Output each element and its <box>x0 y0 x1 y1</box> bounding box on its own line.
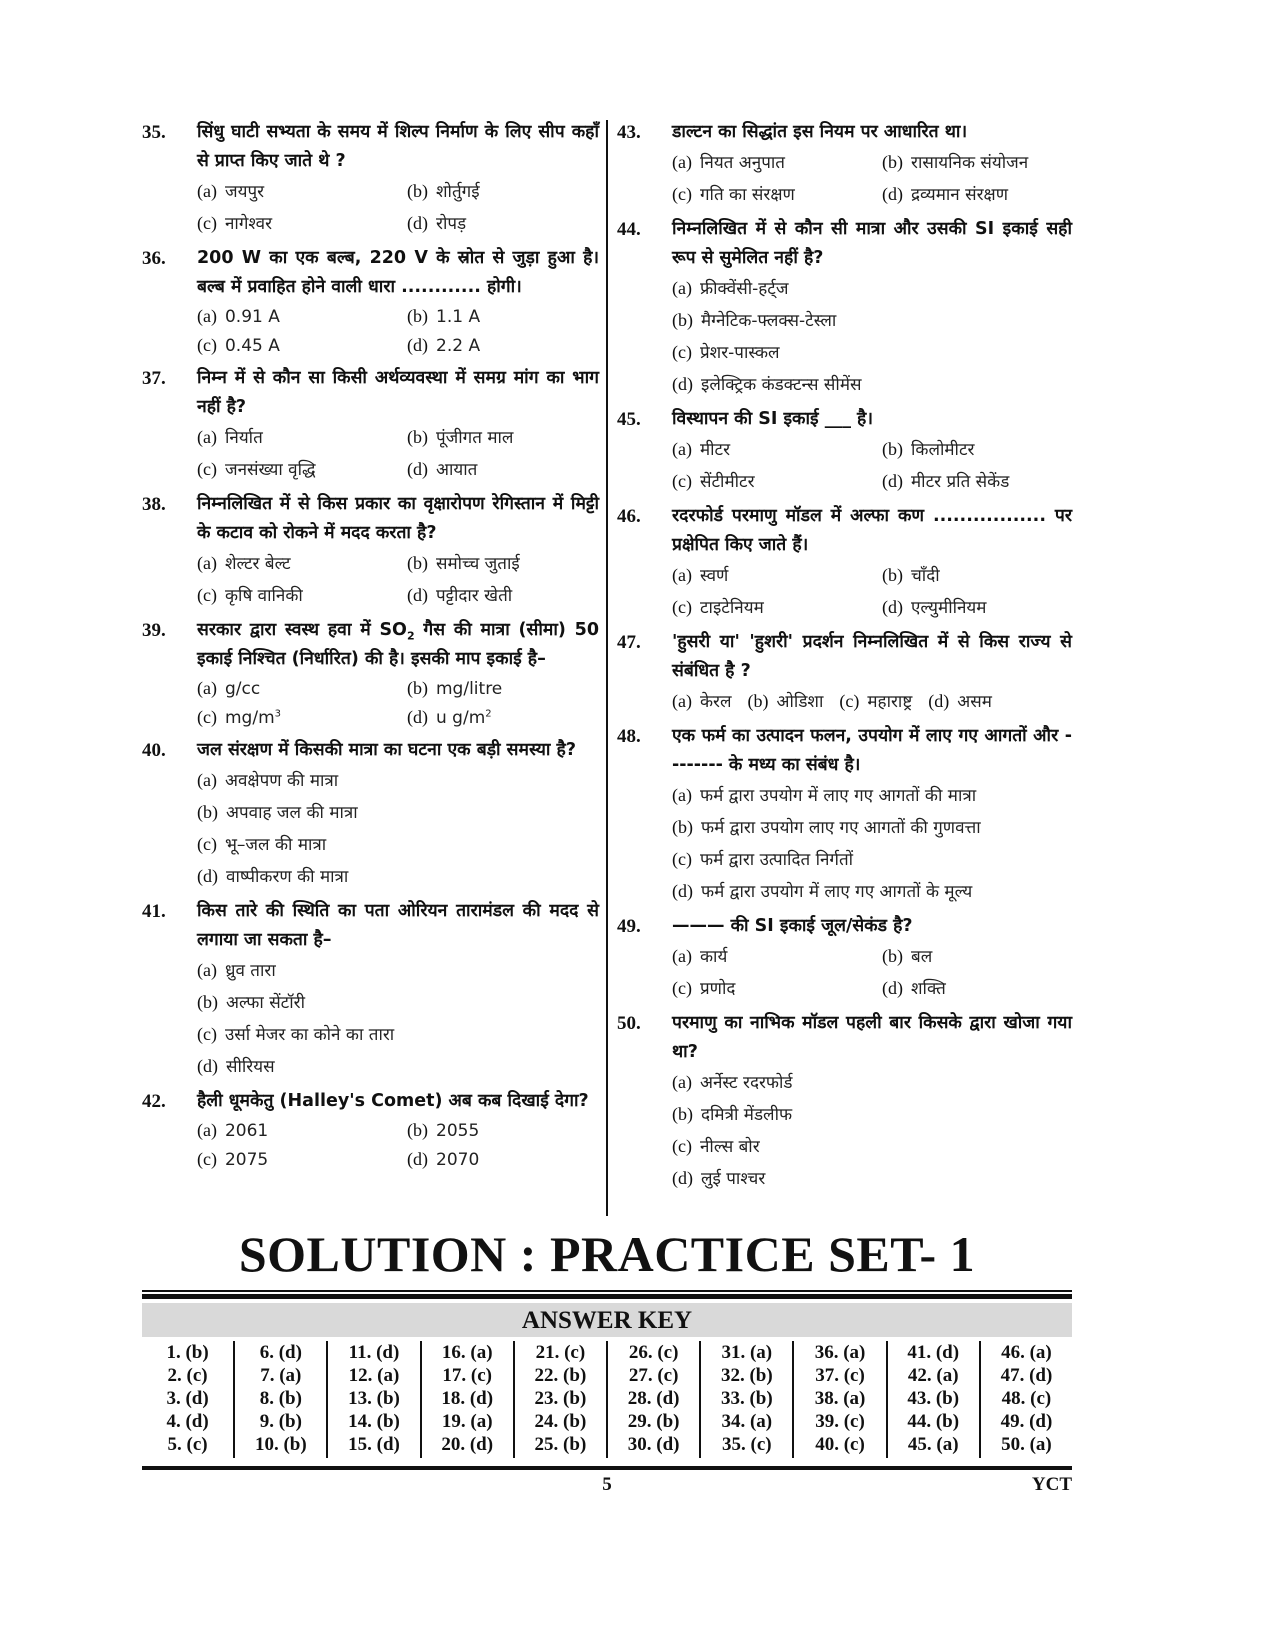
option-c: (c) नील्स बोर <box>672 1136 760 1157</box>
option-c: (c) नागेश्वर <box>197 213 273 234</box>
question-number: 40. <box>142 740 166 761</box>
option-d: (d) u $g/m^2$ <box>407 707 492 728</box>
option-b: (b) किलोमीटर <box>882 439 975 460</box>
question-text: ——— की SI इकाई जूल/सेकंड है? <box>672 916 913 936</box>
option-d: (d) 2070 <box>407 1149 480 1170</box>
option-b: (b) 2055 <box>407 1120 480 1141</box>
question-number: 44. <box>617 219 641 240</box>
option-d: (d) वाष्पीकरण की मात्रा <box>197 866 349 887</box>
question-text: विस्थापन की SI इकाई ___ है। <box>672 409 873 429</box>
option-d: (d) शक्ति <box>882 978 946 999</box>
question-text: परमाणु का नाभिक मॉडल पहली बार किसके द्वारा खोजा गया था? <box>672 1013 1072 1062</box>
option-d: (d) रोपड़ <box>407 213 467 234</box>
question-text: निम्नलिखित में से किस प्रकार का वृक्षारोपण रेगिस्तान में मिट्टी के कटाव को रोकने में मदद करता है? <box>197 494 599 543</box>
question-number: 37. <box>142 368 166 389</box>
question-text: सिंधु घाटी सभ्यता के समय में शिल्प निर्माण के लिए सीप कहाँ से प्राप्त किए जाते थे ? <box>197 122 599 171</box>
document-page <box>142 118 1072 1500</box>
question-text: सरकार द्वारा स्वस्थ हवा में $SO_2$ गैस की मात्रा (सीमा) 50 इकाई निश्चित (निर्धारित) की है। इसकी माप इकाई है– <box>197 620 599 669</box>
question-columns <box>142 118 1072 1218</box>
question-number: 38. <box>142 494 166 515</box>
question-40 <box>142 736 599 893</box>
option-c: (c) सेंटीमीटर <box>672 471 755 492</box>
publisher-brand: YCT <box>1031 1474 1072 1495</box>
question-49 <box>617 912 1072 1005</box>
question-number: 36. <box>142 248 166 269</box>
option-b: (b) ओडिशा <box>747 691 824 712</box>
option-b: (b) पूंजीगत माल <box>407 427 514 448</box>
option-b: (b) बल <box>882 946 933 967</box>
title-rule-thick <box>142 1294 1072 1299</box>
solution-title: SOLUTION : PRACTICE SET- 1 <box>238 1226 976 1282</box>
option-d: (d) द्रव्यमान संरक्षण <box>882 184 1009 205</box>
left-column <box>142 118 607 1218</box>
question-number: 49. <box>617 916 641 937</box>
option-b: (b) समोच्च जुताई <box>407 553 520 574</box>
question-42 <box>142 1087 599 1174</box>
option-c: (c) भू–जल की मात्रा <box>197 834 327 855</box>
question-text: निम्न में से कौन सा किसी अर्थव्यवस्था में समग्र मांग का भाग नहीं है? <box>197 368 599 417</box>
question-41 <box>142 897 599 1083</box>
option-b: (b) अपवाह जल की मात्रा <box>197 802 358 823</box>
question-number: 45. <box>617 409 641 430</box>
question-number: 47. <box>617 632 641 653</box>
option-b: (b) दमित्री मेंडलीफ <box>672 1104 793 1125</box>
option-a: (a) स्वर्ण <box>672 565 729 586</box>
option-b: (b) चाँदी <box>882 565 940 586</box>
question-38 <box>142 490 599 612</box>
question-47 <box>617 628 1072 718</box>
right-column <box>607 118 1072 1218</box>
question-number: 42. <box>142 1091 166 1112</box>
option-a: (a) फ्रीक्वेंसी-हर्ट्ज <box>672 278 789 299</box>
question-46 <box>617 502 1072 624</box>
question-text: हैली धूमकेतु (Halley's Comet) अब कब दिखाई देगा? <box>197 1091 589 1111</box>
answer-key-heading: ANSWER KEY <box>142 1303 1072 1337</box>
answer-key-column: 11. (d) 12. (a) 13. (b) 14. (b) 15. (d) <box>328 1341 421 1458</box>
option-b: (b) रासायनिक संयोजन <box>882 152 1029 173</box>
option-d: (d) 2.2 A <box>407 335 481 356</box>
option-a: (a) कार्य <box>672 946 728 967</box>
option-b: (b) mg/litre <box>407 678 503 699</box>
question-text: डाल्टन का सिद्धांत इस नियम पर आधारित था। <box>672 122 968 142</box>
option-c: (c) महाराष्ट्र <box>839 691 913 712</box>
question-number: 43. <box>617 122 641 143</box>
question-text: एक फर्म का उत्पादन फलन, उपयोग में लाए गए आगतों और -------- के मध्य का संबंध है। <box>672 726 1072 775</box>
title-rule-thin <box>142 1290 1072 1292</box>
question-text: जल संरक्षण में किसकी मात्रा का घटना एक बड़ी समस्या है? <box>197 740 577 760</box>
question-48 <box>617 722 1072 908</box>
option-d: (d) पट्टीदार खेती <box>407 585 513 606</box>
answer-key-column: 16. (a) 17. (c) 18. (d) 19. (a) 20. (d) <box>422 1341 515 1458</box>
option-c: (c) टाइटेनियम <box>672 597 764 618</box>
answer-key-column: 1. (b) 2. (c) 3. (d) 4. (d) 5. (c) <box>142 1341 235 1458</box>
question-37 <box>142 364 599 486</box>
option-a: (a) g/cc <box>197 678 261 699</box>
option-a: (a) जयपुर <box>197 181 265 202</box>
answer-key-column: 21. (c) 22. (b) 23. (b) 24. (b) 25. (b) <box>515 1341 608 1458</box>
question-45 <box>617 405 1072 498</box>
option-d: (d) एल्युमीनियम <box>882 597 987 618</box>
option-a: (a) फर्म द्वारा उपयोग में लाए गए आगतों की मात्रा <box>672 785 977 806</box>
question-36 <box>142 244 599 360</box>
option-b: (b) फर्म द्वारा उपयोग लाए गए आगतों की गुणवत्ता <box>672 817 981 838</box>
option-c: (c) $mg/m^3$ <box>197 707 281 728</box>
question-35 <box>142 118 599 240</box>
option-c: (c) कृषि वानिकी <box>197 585 303 606</box>
question-43 <box>617 118 1072 211</box>
option-b: (b) मैग्नेटिक-फ्लक्स-टेस्ला <box>672 310 837 331</box>
answer-key-table <box>142 1341 1072 1458</box>
question-number: 35. <box>142 122 166 143</box>
option-d: (d) आयात <box>407 459 478 480</box>
option-a: (a) शेल्टर बेल्ट <box>197 553 291 574</box>
option-b: (b) शोर्तुगई <box>407 181 480 202</box>
option-c: (c) फर्म द्वारा उत्पादित निर्गतों <box>672 849 854 870</box>
option-d: (d) असम <box>928 691 992 712</box>
question-text: रदरफोर्ड परमाणु मॉडल में अल्फा कण ................. पर प्रक्षेपित किए जाते हैं। <box>672 506 1072 555</box>
option-a: (a) मीटर <box>672 439 731 460</box>
answer-key-column: 31. (a) 32. (b) 33. (b) 34. (a) 35. (c) <box>701 1341 794 1458</box>
question-text: 'हुसरी या' 'हुशरी' प्रदर्शन निम्नलिखित में से किस राज्य से संबंधित है ? <box>672 632 1072 681</box>
question-number: 41. <box>142 901 166 922</box>
question-number: 39. <box>142 620 166 641</box>
answer-key-column: 41. (d) 42. (a) 43. (b) 44. (b) 45. (a) <box>888 1341 981 1458</box>
option-c: (c) उर्सा मेजर का कोने का तारा <box>197 1024 395 1045</box>
answer-key-column: 36. (a) 37. (c) 38. (a) 39. (c) 40. (c) <box>794 1341 887 1458</box>
option-a: (a) 0.91 A <box>197 306 280 327</box>
answer-key-column: 26. (c) 27. (c) 28. (d) 29. (b) 30. (d) <box>608 1341 701 1458</box>
option-a: (a) केरल <box>672 691 732 712</box>
option-a: (a) नियत अनुपात <box>672 152 785 173</box>
option-c: (c) 0.45 A <box>197 335 280 356</box>
option-b: (b) 1.1 A <box>407 306 481 327</box>
question-text: किस तारे की स्थिति का पता ओरियन तारामंडल की मदद से लगाया जा सकता है– <box>197 901 599 950</box>
option-c: (c) प्रेशर-पास्कल <box>672 342 780 363</box>
question-number: 48. <box>617 726 641 747</box>
answer-key-column: 46. (a) 47. (d) 48. (c) 49. (d) 50. (a) <box>1000 1342 1053 1455</box>
question-number: 46. <box>617 506 641 527</box>
option-a: (a) 2061 <box>197 1120 269 1141</box>
option-a: (a) निर्यात <box>197 427 263 448</box>
page-number: 5 <box>602 1474 612 1495</box>
option-d: (d) फर्म द्वारा उपयोग में लाए गए आगतों के मूल्य <box>672 881 973 902</box>
question-text: निम्नलिखित में से कौन सी मात्रा और उसकी SI इकाई सही रूप से सुमेलित नहीं है? <box>672 219 1072 268</box>
option-c: (c) 2075 <box>197 1149 269 1170</box>
question-50 <box>617 1009 1072 1195</box>
question-number: 50. <box>617 1013 641 1034</box>
column-divider <box>606 120 608 1216</box>
option-a: (a) अर्नेस्ट रदरफोर्ड <box>672 1072 793 1093</box>
option-c: (c) गति का संरक्षण <box>672 184 795 205</box>
option-d: (d) इलेक्ट्रिक कंडक्टन्स सीमेंस <box>672 374 862 395</box>
option-b: (b) अल्फा सेंटॉरी <box>197 992 306 1013</box>
option-a: (a) ध्रुव तारा <box>197 960 276 981</box>
page-footer <box>142 1470 1072 1500</box>
option-d: (d) लुई पाश्चर <box>672 1168 766 1189</box>
question-text: 200 W का एक बल्ब, 220 V के स्रोत से जुड़ा हुआ है। बल्ब में प्रवाहित होने वाली धारा ............ होगी। <box>197 248 599 297</box>
answer-key-column: 6. (d) 7. (a) 8. (b) 9. (b) 10. (b) <box>235 1341 328 1458</box>
option-a: (a) अवक्षेपण की मात्रा <box>197 770 339 791</box>
option-d: (d) सीरियस <box>197 1056 275 1077</box>
option-d: (d) मीटर प्रति सेकेंड <box>882 471 1010 492</box>
option-c: (c) जनसंख्या वृद्धि <box>197 459 316 480</box>
question-44 <box>617 215 1072 401</box>
question-39 <box>142 616 599 732</box>
option-c: (c) प्रणोद <box>672 978 736 999</box>
